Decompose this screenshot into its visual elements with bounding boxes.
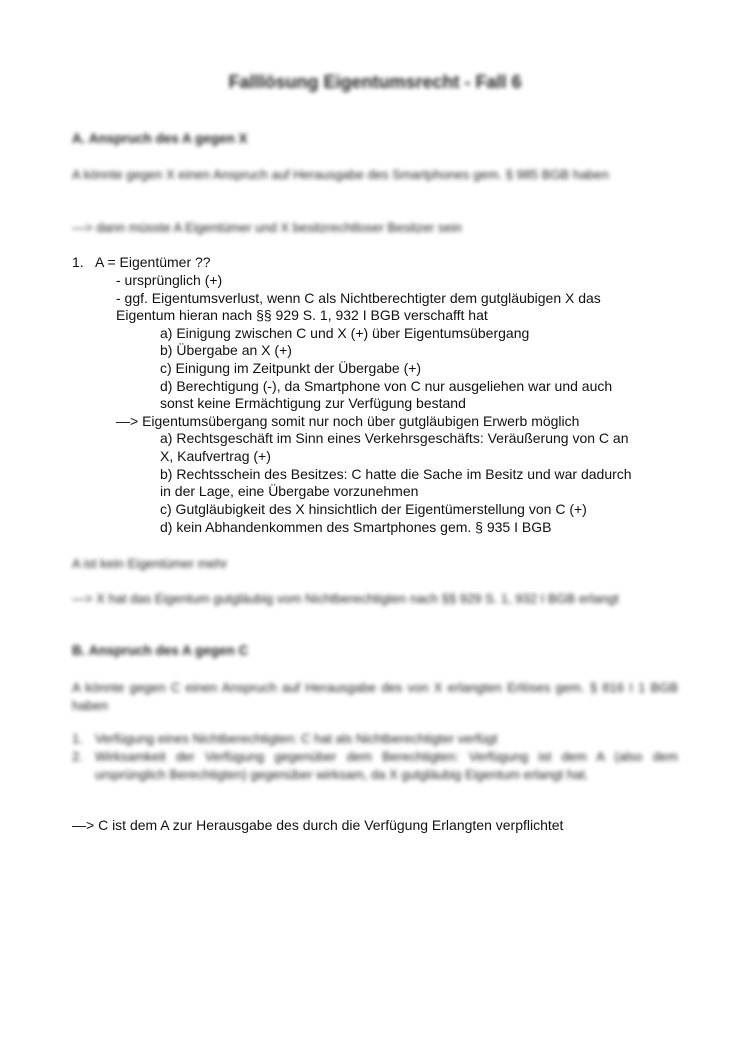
document-title: Falllösung Eigentumsrecht - Fall 6 — [228, 72, 522, 92]
section-b-item-2-text: Wirksamkeit der Verfügung gegenüber dem Berechtigten: Verfügung ist dem A (also dem ursprünglich Berechtigten) gegenüber wirksam, da X gutgläubig Eigentum erlangt hat. — [95, 749, 678, 782]
excerpt-line: b) Rechtsschein des Besitzes: C hatte die Sache im Besitz und war dadurch — [160, 466, 632, 482]
item-number: 1. — [72, 254, 84, 270]
excerpt-line: b) Übergabe an X (+) — [160, 342, 292, 358]
section-a-arrow: —> dann müsste A Eigentümer und X besitzrechtloser Besitzer sein — [72, 220, 462, 235]
section-b-intro: A könnte gegen C einen Anspruch auf Herausgabe des von X erlangten Erlöses gem. § 816 I 1 BGB haben — [72, 680, 678, 713]
excerpt-line: c) Gutgläubigkeit des X hinsichtlich der Eigentümerstellung von C (+) — [160, 501, 587, 517]
section-b-heading: B. Anspruch des A gegen C — [72, 643, 249, 658]
section-b-conclusion: —> C ist dem A zur Herausgabe des durch die Verfügung Erlangten verpflichtet — [72, 817, 564, 833]
excerpt-line: a) Einigung zwischen C und X (+) über Eigentumsübergang — [160, 325, 530, 341]
excerpt-line: - ggf. Eigentumsverlust, wenn C als Nichtberechtigter dem gutgläubigen X das — [116, 290, 601, 306]
section-a-heading: A. Anspruch des A gegen X — [72, 131, 248, 146]
visible-excerpt — [0, 252, 750, 536]
excerpt-line: in der Lage, eine Übergabe vorzunehmen — [160, 483, 419, 499]
section-a-result: A ist kein Eigentümer mehr — [72, 556, 228, 571]
item-label: A = Eigentümer ?? — [95, 254, 211, 270]
excerpt-line: d) Berechtigung (-), da Smartphone von C nur ausgeliehen war und auch — [160, 378, 613, 394]
section-b-item-1-text: Verfügung eines Nichtberechtigten: C hat als Nichtberechtigter verfügt — [95, 731, 498, 746]
excerpt-line: a) Rechtsgeschäft im Sinn eines Verkehrsgeschäfts: Veräußerung von C an — [160, 430, 629, 446]
excerpt-line: Eigentum hieran nach §§ 929 S. 1, 932 I BGB verschafft hat — [116, 307, 488, 323]
excerpt-line: - ursprünglich (+) — [116, 272, 223, 288]
excerpt-line: d) kein Abhandenkommen des Smartphones gem. § 935 I BGB — [160, 519, 552, 535]
excerpt-line: —> Eigentumsübergang somit nur noch über gutgläubigen Erwerb möglich — [116, 413, 580, 429]
excerpt-line: sonst keine Ermächtigung zur Verfügung bestand — [160, 395, 466, 411]
excerpt-line: c) Einigung im Zeitpunkt der Übergabe (+) — [160, 360, 422, 376]
section-a-result-arrow: —> X hat das Eigentum gutgläubig vom Nichtberechtigten nach §§ 929 S. 1, 932 I BGB erlangt — [72, 591, 619, 606]
section-b-item-1-number: 1. — [72, 731, 83, 746]
section-a-intro: A könnte gegen X einen Anspruch auf Herausgabe des Smartphones gem. § 985 BGB haben — [72, 167, 609, 182]
excerpt-line: X, Kaufvertrag (+) — [160, 448, 271, 464]
section-b-item-2-number: 2. — [72, 749, 83, 764]
